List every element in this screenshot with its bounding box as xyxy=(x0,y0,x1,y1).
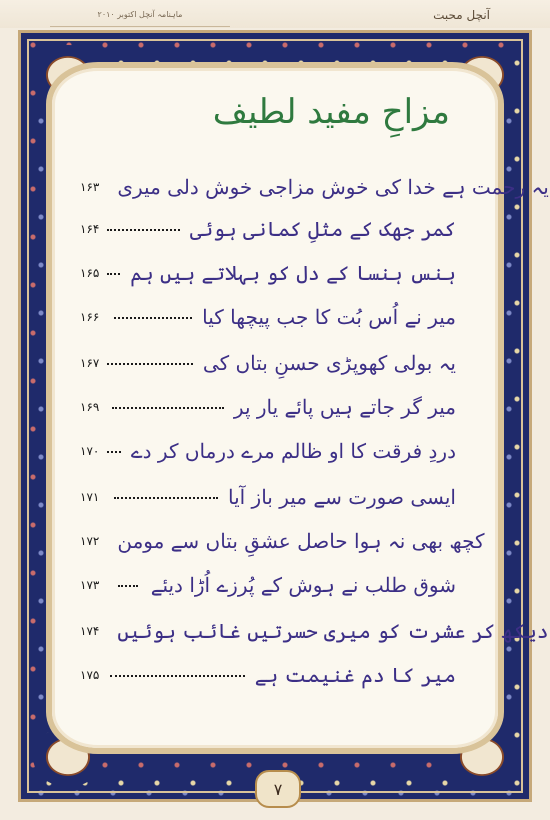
toc-row[interactable] xyxy=(80,388,456,426)
table-of-contents xyxy=(80,168,549,728)
toc-entry-title: دردِ فرقت کا او ظالم مرے درماں کر دے xyxy=(130,439,456,463)
toc-row[interactable] xyxy=(80,522,485,560)
toc-page-number: ۱۶۴ xyxy=(80,222,100,236)
toc-page-number: ۱۷۴ xyxy=(80,624,100,638)
leader-dots xyxy=(107,271,120,275)
toc-entry-title: میر کا دم غنیمت ہے xyxy=(254,663,456,687)
toc-page-number: ۱۶۷ xyxy=(80,356,100,370)
toc-page-number: ۱۶۶ xyxy=(80,310,100,324)
toc-page-number: ۱۷۵ xyxy=(80,668,100,682)
toc-page-number: ۱۶۳ xyxy=(80,180,100,194)
toc-entry-title: کچھ بھی نہ ہوا حاصل عشقِ بتاں سے مومن xyxy=(117,529,485,553)
header-left-caption: ماہنامہ آنچل اکتوبر ۲۰۱۰ xyxy=(50,10,230,27)
toc-page-number: ۱۷۰ xyxy=(80,444,100,458)
toc-page-number: ۱۷۱ xyxy=(80,490,100,504)
toc-row[interactable] xyxy=(80,478,456,516)
toc-page-number: ۱۶۹ xyxy=(80,400,100,414)
leader-dots xyxy=(112,405,224,409)
page-number-badge: ۷ xyxy=(255,770,301,808)
toc-entry-title: شوق طلب نے ہوش کے پُرزے اُڑا دیئے xyxy=(150,573,456,597)
toc-entry-title: یہ رحمت ہے خدا کی خوش مزاجی خوش دلی میری xyxy=(117,175,549,199)
toc-row[interactable] xyxy=(80,656,456,694)
toc-page-number: ۱۶۵ xyxy=(80,266,100,280)
toc-page-number: ۱۷۳ xyxy=(80,578,100,592)
toc-entry-title: دیکھ کر عشرت کو میری حسرتیں غائب ہوئیں xyxy=(117,619,549,643)
toc-row[interactable] xyxy=(80,298,456,336)
toc-row[interactable] xyxy=(80,566,456,604)
toc-entry-title: یہ بولی کھوپڑی حسنِ بتاں کی xyxy=(202,351,456,375)
leader-dots xyxy=(114,495,218,499)
toc-row[interactable] xyxy=(80,210,456,248)
toc-row[interactable] xyxy=(80,612,549,650)
header-right-caption: آنچل محبت xyxy=(433,8,490,22)
page-title: مزاحِ مفید لطیف xyxy=(212,92,450,132)
toc-entry-title: کمر جھک کے مثلِ کمانی ہوئی xyxy=(189,217,456,241)
top-header-strip xyxy=(0,0,550,28)
leader-dots xyxy=(107,449,121,453)
toc-row[interactable] xyxy=(80,432,456,470)
leader-dots xyxy=(118,583,138,587)
toc-entry-title: میر نے اُس بُت کا جب پیچھا کیا xyxy=(202,305,456,329)
leader-dots xyxy=(114,315,192,319)
toc-entry-title: ہنس ہنسا کے دل کو بہلاتے ہیں ہم xyxy=(130,261,456,285)
toc-entry-title: میر گر جاتے ہیں پائے یار پر xyxy=(233,395,456,419)
leader-dots xyxy=(107,227,179,231)
leader-dots xyxy=(107,361,193,365)
toc-row[interactable] xyxy=(80,344,456,382)
toc-row[interactable] xyxy=(80,168,549,206)
toc-row[interactable] xyxy=(80,254,456,292)
leader-dots xyxy=(110,673,244,677)
toc-page-number: ۱۷۲ xyxy=(80,534,100,548)
toc-entry-title: ایسی صورت سے میر باز آیا xyxy=(227,485,456,509)
